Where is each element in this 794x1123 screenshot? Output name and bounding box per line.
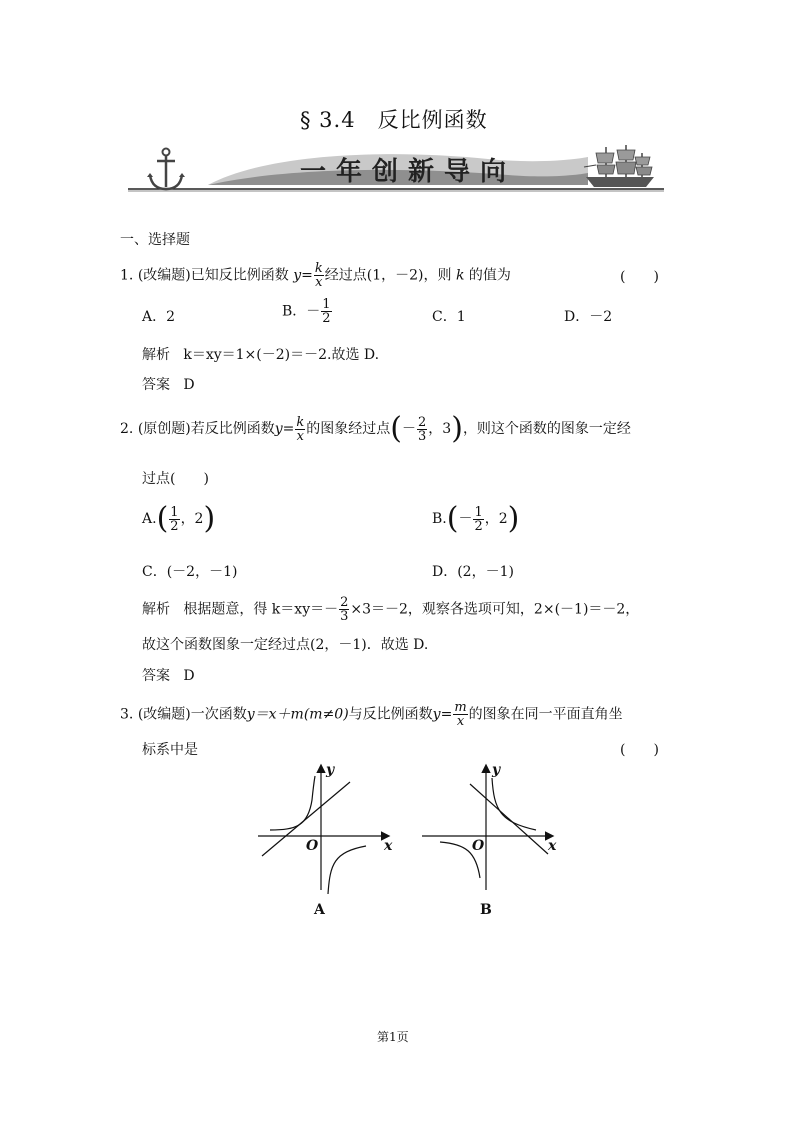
question-1-stem: 1. (改编题)已知反比例函数 y= $\frac{k}{x}$ 经过点(1，－2)，则 k 的值为 xyxy=(120,261,511,290)
question-1-answer-blank: ( ) xyxy=(620,269,659,285)
question-1-analysis: 解析 k＝xy＝1×(－2)＝－2.故选 D. xyxy=(142,347,380,363)
graph-option-b: y x O B xyxy=(420,760,560,898)
graph-option-a: y x O A xyxy=(256,760,396,898)
question-1-option-d: D．－2 xyxy=(564,309,613,325)
question-2-stem: 2. (原创题)若反比例函数y= $\frac{k}{x}$ 的图象经过点(－ $\frac{2}{3}$ ，3)，则这个函数的图象一定经 xyxy=(120,411,631,446)
question-1-option-c: C．1 xyxy=(432,309,466,325)
graph-label-b: B xyxy=(480,902,492,918)
question-2-analysis-line2: 故这个函数图象一定经过点(2，－1)．故选 D. xyxy=(142,637,429,653)
question-2-option-b: B.(－ $\frac{1}{2}$ ，2) xyxy=(432,501,520,536)
section-heading: 一、选择题 xyxy=(120,232,190,248)
question-2-option-a: A.( $\frac{1}{2}$ ，2) xyxy=(142,501,216,536)
fraction-m-over-x: $\frac{m}{x}$ xyxy=(454,700,467,729)
page-title: § 3.4 反比例函数 xyxy=(300,108,488,132)
fraction-k-over-x: $\frac{k}{x}$ xyxy=(296,414,305,444)
question-1-option-a: A．2 xyxy=(142,309,176,325)
question-2-analysis: 解析 根据题意，得 k＝xy＝－ $\frac{2}{3}$ ×3＝－2，观察各选项可知，2×(－1)＝－2， xyxy=(142,595,640,624)
question-3-stem-line2: 标系中是 xyxy=(142,742,198,758)
header-banner xyxy=(128,145,664,195)
banner-title: 一年创新导向 xyxy=(300,157,517,187)
question-1-answer: 答案 D xyxy=(142,377,195,393)
question-2-stem-line2: 过点( ) xyxy=(142,471,209,487)
question-3-answer-blank: ( ) xyxy=(620,742,659,758)
question-2-option-d: D．(2，－1) xyxy=(432,564,514,580)
question-1-option-b: B．－ $\frac{1}{2}$ xyxy=(282,297,331,326)
graph-label-a: A xyxy=(314,902,325,918)
question-2-answer: 答案 D xyxy=(142,668,195,684)
page-number: 第1页 xyxy=(377,1030,409,1044)
sailing-ship-icon xyxy=(580,143,662,191)
anchor-icon xyxy=(146,147,186,191)
question-3-stem: 3. (改编题)一次函数y＝x＋m(m≠0)与反比例函数y= $\frac{m}{x}$ 的图象在同一平面直角坐 xyxy=(120,700,623,729)
fraction-k-over-x: $\frac{k}{x}$ xyxy=(314,261,323,290)
question-2-option-c: C．(－2，－1) xyxy=(142,564,238,580)
